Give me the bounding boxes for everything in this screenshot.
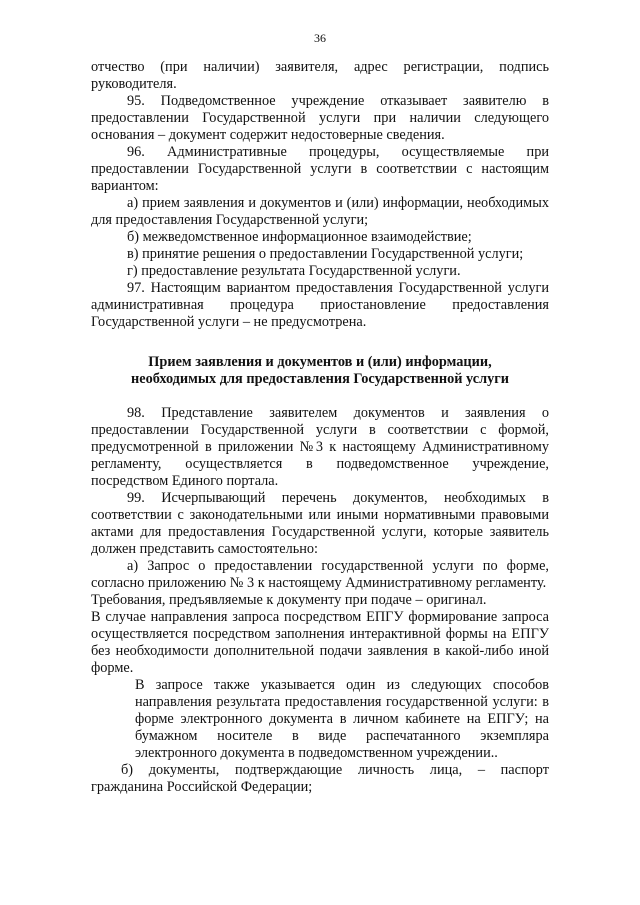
paragraph-98: 98. Представление заявителем документов и заявления о предоставлении Государственной услуги в соответствии с формой, предусмотренной в приложении №3 к настоящему Административному регламенту, осуществляется в подведомственное учреждение, посредством Единого портала. [91, 405, 549, 489]
list-item-v: в) принятие решения о предоставлении Государственной услуги; [127, 246, 524, 262]
page-number: 36 [314, 31, 326, 45]
paragraph-99: 99. Исчерпывающий перечень документов, необходимых в соответствии с законодательными или иными нормативными правовыми актами для предоставления Государственной услуги, которые заявитель должен представить самостоятельно: [91, 490, 549, 557]
list-item-99-b: б) документы, подтверждающие личность лица, – паспорт гражданина Российской Федерации; [91, 762, 549, 795]
epgu-request-text: В случае направления запроса посредством ЕПГУ формирование запроса осуществляется посредством заполнения интерактивной формы на ЕПГУ без необходимости дополнительной подачи заявления в какой-либо иной форме. [91, 609, 549, 676]
section-heading-line-2: необходимых для предоставления Государственной услуги [131, 371, 509, 387]
paragraph-95: 95. Подведомственное учреждение отказывает заявителю в предоставлении Государственной услуги при наличии следующего основания – документ содержит недостоверные сведения. [91, 93, 549, 143]
paragraph-continuation: отчество (при наличии) заявителя, адрес регистрации, подпись руководителя. [91, 59, 549, 92]
result-delivery-block: В запросе также указывается один из следующих способов направления результата предоставления государственной услуги: в форме электронного документа в личном кабинете на ЕПГУ; на бумажном носителе в виде распечатанного экземпляра электронного документа в подведомственном учреждении.. [135, 677, 549, 761]
requirements-text: Требования, предъявляемые к документу при подаче – оригинал. [91, 592, 487, 608]
paragraph-97: 97. Настоящим вариантом предоставления Государственной услуги административная процедура приостановление предоставления Государственной услуги – не предусмотрена. [91, 280, 549, 330]
list-item-a: а) прием заявления и документов и (или) информации, необходимых для предоставления Государственной услуги; [91, 195, 549, 228]
section-heading-line-1: Прием заявления и документов и (или) информации, [148, 354, 492, 370]
list-item-99-a: а) Запрос о предоставлении государственной услуги по форме, согласно приложению № 3 к настоящему Административному регламенту. [91, 558, 549, 591]
document-body [91, 59, 549, 796]
list-item-g: г) предоставление результата Государственной услуги. [127, 263, 461, 279]
list-item-b: б) межведомственное информационное взаимодействие; [127, 229, 472, 245]
paragraph-96: 96. Административные процедуры, осуществляемые при предоставлении Государственной услуги в соответствии с настоящим вариантом: [91, 144, 549, 194]
